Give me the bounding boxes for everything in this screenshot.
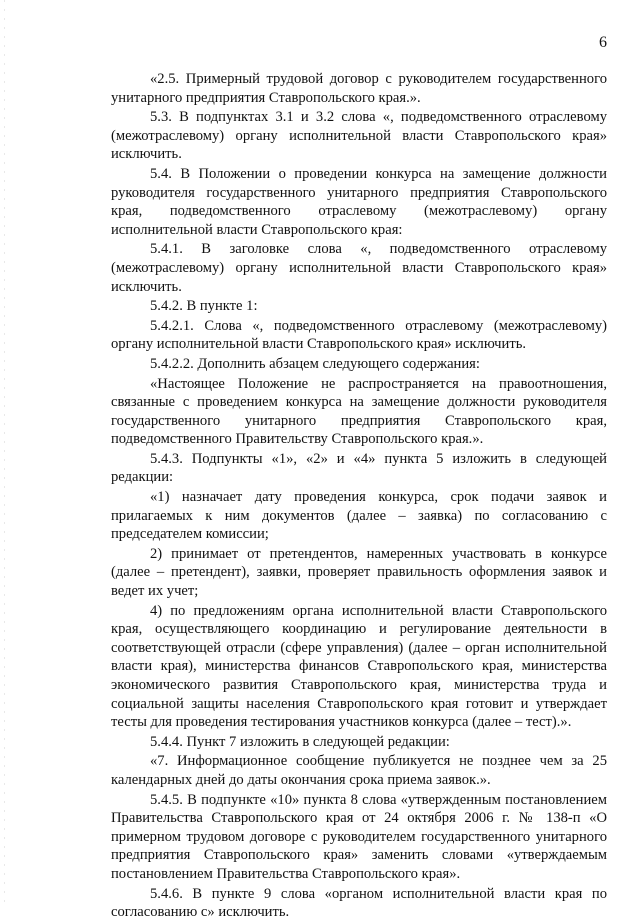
paragraph-subitem-4: 4) по предложениям органа исполнительной власти Ставропольского края, осуществляющего координацию и регулирование деятельности в соответствующей отрасли (сфере управления) (далее – орган исполнительной власти края), министерства финансов Ставропольского края, министерства экономического развития Ставропольского края, министерства труда и социальной защиты населения Ставропольского края готовит и утверждает тесты для проведения тестирования участников конкурса (далее – тест).». — [111, 602, 607, 731]
paragraph-5-4: 5.4. В Положении о проведении конкурса на замещение должности руководителя государственного унитарного предприятия Ставропольского края, подведомственного отраслевому (межотраслевому) органу исполнительной власти Ставропольского края: — [111, 165, 607, 238]
document-body — [111, 70, 607, 922]
paragraph-5-4-2-2: 5.4.2.2. Дополнить абзацем следующего содержания: — [150, 355, 480, 372]
paragraph-5-4-6: 5.4.6. В пункте 9 слова «органом исполнительной власти края по согласованию с» исключить. — [111, 885, 607, 921]
paragraph-5-3: 5.3. В подпунктах 3.1 и 3.2 слова «, подведомственного отраслевому (межотраслевому) органу исполнительной власти Ставропольского края» исключить. — [111, 109, 607, 163]
paragraph-5-4-2-1: 5.4.2.1. Слова «, подведомственного отраслевому (межотраслевому) органу исполнительной власти Ставропольского края» исключить. — [111, 317, 607, 353]
paragraph-5-4-1: 5.4.1. В заголовке слова «, подведомственного отраслевому (межотраслевому) органу исполнительной власти Ставропольского края» исключить. — [111, 241, 607, 295]
paragraph-5-4-4: 5.4.4. Пункт 7 изложить в следующей редакции: — [150, 733, 450, 750]
paragraph-2-5-quote: «2.5. Примерный трудовой договор с руководителем государственного унитарного предприятия Ставропольского края.». — [111, 71, 607, 106]
paragraph-subitem-1: «1) назначает дату проведения конкурса, срок подачи заявок и прилагаемых к ним документов (далее – заявка) по согласованию с председателем комиссии; — [111, 489, 607, 543]
paragraph-5-4-3: 5.4.3. Подпункты «1», «2» и «4» пункта 5 изложить в следующей редакции: — [111, 450, 607, 486]
paragraph-5-4-2: 5.4.2. В пункте 1: — [150, 298, 258, 315]
paragraph-item-7-quote: «7. Информационное сообщение публикуется не позднее чем за 25 календарных дней до даты окончания срока приема заявок.». — [111, 753, 607, 788]
paragraph-subitem-2: 2) принимает от претендентов, намеренных участвовать в конкурсе (далее – претендент), заявки, проверяет правильность оформления заявок и ведет их учет; — [111, 545, 607, 600]
scan-edge-artifact — [4, 0, 5, 905]
page-number: 6 — [599, 34, 607, 51]
paragraph-5-4-5: 5.4.5. В подпункте «10» пункта 8 слова «утвержденным постановлением Правительства Ставропольского края от 24 октября 2006 г. № 138-п «О примерном трудовом договоре с руководителем государственного унитарного предприятия Ставропольского края» заменить словами «утверждаемым постановлением Правительства Ставропольского края». — [111, 791, 607, 882]
paragraph-added-provision: «Настоящее Положение не распространяется на правоотношения, связанные с проведением конкурса на замещение должности руководителя государственного унитарного предприятия Ставропольского края, подведомственного Правительству Ставропольского края.». — [111, 375, 607, 448]
